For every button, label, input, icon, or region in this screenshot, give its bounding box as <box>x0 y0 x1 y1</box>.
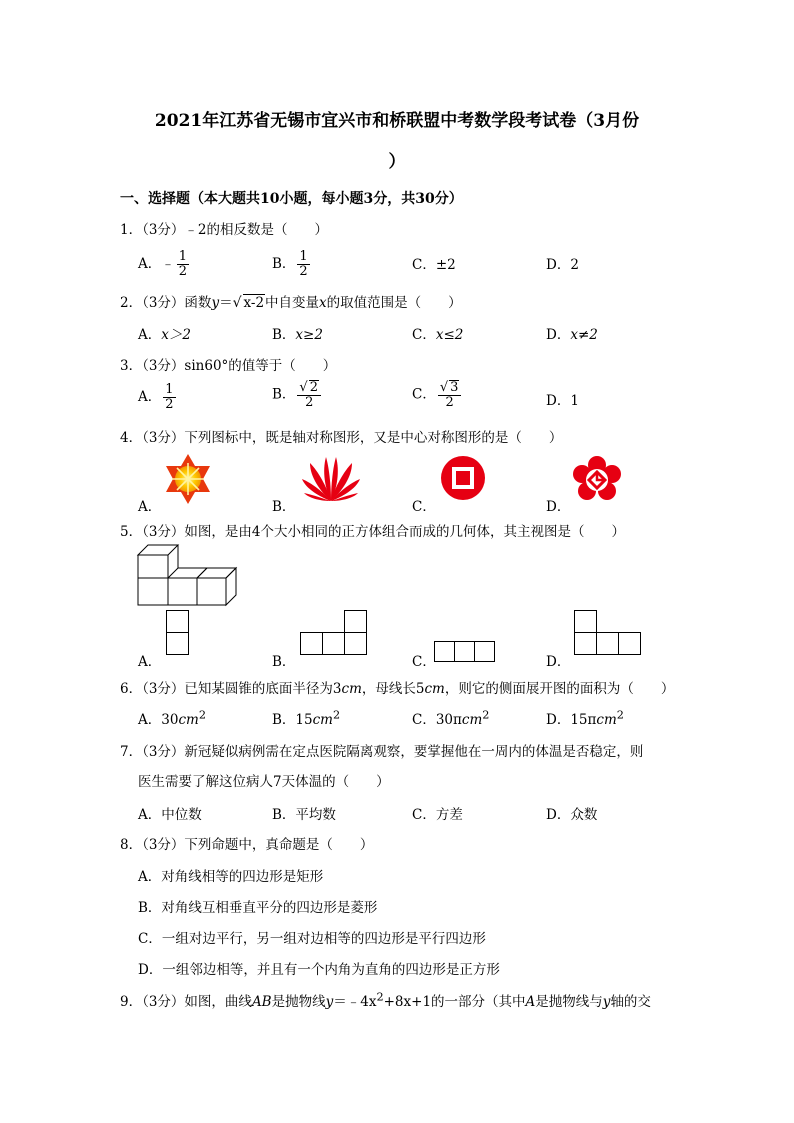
front-view-option-a <box>166 610 190 656</box>
square-ring-logo-icon <box>440 455 486 501</box>
q7-option-b: B．平均数 <box>272 807 336 823</box>
page-title-continuation: ） <box>388 152 406 172</box>
q3-option-d: D．1 <box>546 393 579 409</box>
q7-option-c: C．方差 <box>412 807 463 823</box>
question-8: 8．（3分）下列命题中，真命题是（ ） <box>120 837 374 853</box>
q2-option-b: B．x≥2 <box>272 327 323 343</box>
q3-option-b: B． $\frac{√ 2}{2}$ <box>272 380 321 410</box>
front-view-option-c <box>434 641 498 663</box>
q1-option-c: C．±2 <box>412 257 456 273</box>
q8-option-a: A．对角线相等的四边形是矩形 <box>138 869 324 885</box>
q2-option-d: D．x≠2 <box>546 327 598 343</box>
question-7-line2: 医生需要了解这位病人7天体温的（ ） <box>138 774 390 790</box>
question-5: 5．（3分）如图，是由4个大小相同的正方体组合而成的几何体，其主视图是（ ） <box>120 524 626 540</box>
cube-solid-figure <box>138 545 238 607</box>
q8-option-c: C．一组对边平行，另一组对边相等的四边形是平行四边形 <box>138 931 486 947</box>
q5-option-c-label: C． <box>412 654 436 670</box>
q8-option-d: D．一组邻边相等，并且有一个内角为直角的四边形是正方形 <box>138 962 500 978</box>
q4-option-b-label: B． <box>272 499 296 515</box>
q6-option-a: A．$30cm^2$ <box>138 708 206 728</box>
question-7: 7．（3分）新冠疑似病例需在定点医院隔离观察，要掌握他在一周内的体温是否稳定，则 <box>120 744 644 760</box>
question-1: 1．（3分）﹣2的相反数是（ ） <box>120 222 329 238</box>
q1-option-b: B． $\frac{1}{2}$ <box>272 249 308 279</box>
q6-option-c: C．30πcm$^2$ <box>412 708 490 728</box>
question-3: 3．（3分）sin60°的值等于（ ） <box>120 358 337 374</box>
q5-option-d-label: D． <box>546 654 571 670</box>
question-2: 2．（3分）函数y＝√ x-2中自变量x的取值范围是（ ） <box>120 295 462 311</box>
flower-bank-logo-icon <box>572 455 622 503</box>
q1-option-a: A．﹣ $\frac{1}{2}$ <box>138 249 188 279</box>
q6-option-d: D．15πcm$^2$ <box>546 708 624 728</box>
q6-option-b: B．$15cm^2$ <box>272 708 341 728</box>
front-view-option-d <box>574 610 642 656</box>
q1-option-d: D．2 <box>546 257 579 273</box>
q5-option-b-label: B． <box>272 654 296 670</box>
q7-option-d: D．众数 <box>546 807 598 823</box>
front-view-option-b <box>300 610 368 656</box>
q4-option-a-label: A． <box>138 499 162 515</box>
q2-option-c: C．x≤2 <box>412 327 464 343</box>
q4-option-d-label: D． <box>546 499 571 515</box>
question-6: 6．（3分）已知某圆锥的底面半径为3cm，母线长5cm，则它的侧面展开图的面积为（ ） <box>120 681 675 697</box>
page-title: 2021年江苏省无锡市宜兴市和桥联盟中考数学段考试卷（3月份 <box>154 111 640 131</box>
question-9: 9．（3分）如图，曲线AB是抛物线$y=﹣4x^2+8x+1$的一部分（其中A是抛物线与y轴的交 <box>120 990 651 1010</box>
q2-option-a: A．x＞2 <box>138 327 191 343</box>
q7-option-a: A．中位数 <box>138 807 202 823</box>
q3-option-a: A． $\frac{1}{2}$ <box>138 382 174 412</box>
q8-option-b: B．对角线互相垂直平分的四边形是菱形 <box>138 900 378 916</box>
hexagram-sun-logo-icon <box>160 453 216 505</box>
q4-option-c-label: C． <box>412 499 436 515</box>
q5-option-a-label: A． <box>138 654 162 670</box>
section-heading: 一、选择题（本大题共10小题，每小题3分，共30分） <box>120 191 463 207</box>
fan-petals-logo-icon <box>300 455 362 503</box>
question-4: 4．（3分）下列图标中，既是轴对称图形，又是中心对称图形的是（ ） <box>120 430 563 446</box>
q3-option-c: C． $\frac{√ 3}{2}$ <box>412 380 461 410</box>
